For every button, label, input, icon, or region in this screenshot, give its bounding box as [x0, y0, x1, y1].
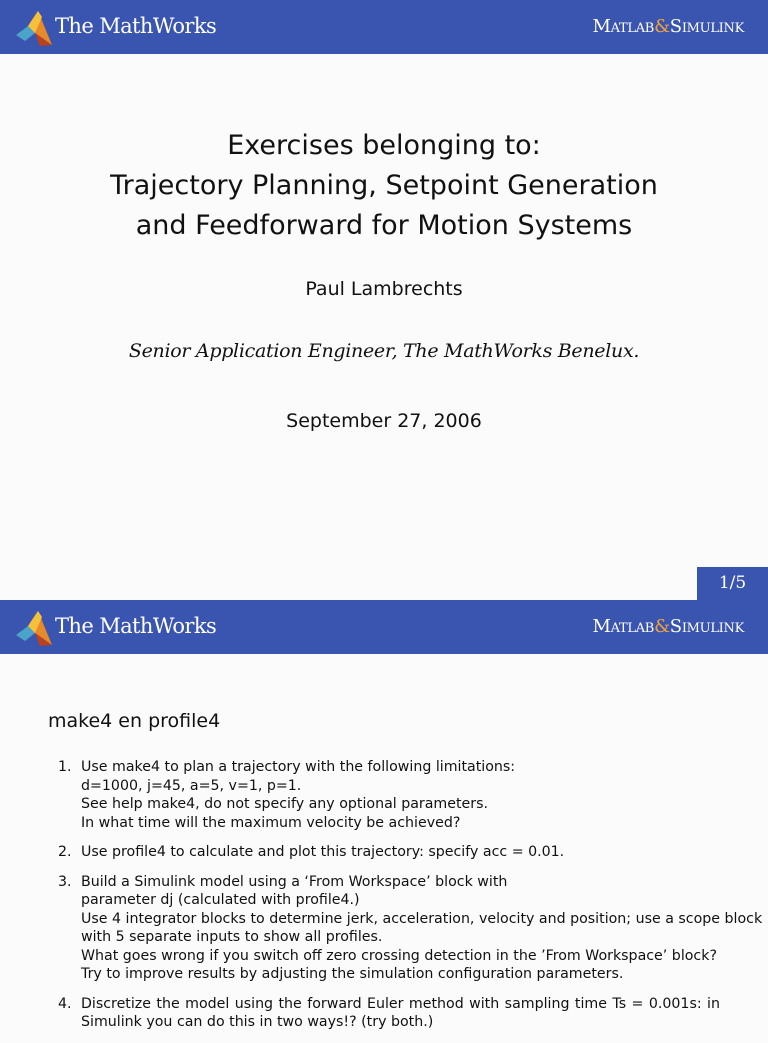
author-name: Paul Lambrechts — [305, 278, 463, 300]
section-title: make4 en profile4 — [48, 710, 221, 732]
exercise-text: with 5 separate inputs to show all profiles. — [81, 929, 383, 945]
company-name: The MathWorks — [55, 614, 217, 638]
exercise-list — [58, 758, 763, 1043]
exercise-text: Use profile4 to calculate and plot this trajectory: specify acc = 0.01. — [81, 844, 565, 860]
page-indicator: 1/5 — [697, 567, 768, 600]
author-role: Senior Application Engineer, The MathWorks Benelux. — [128, 340, 640, 362]
product-name: Matlab&Simulink — [592, 16, 744, 37]
company-name: The MathWorks — [55, 14, 217, 38]
slide-header — [0, 600, 768, 654]
exercise-text: Use 4 integrator blocks to determine jerk, acceleration, velocity and position; use a scope block — [81, 910, 763, 927]
exercise-number: 4. — [58, 995, 72, 1012]
title-line: Trajectory Planning, Setpoint Generation — [110, 170, 658, 201]
exercise-text: Use make4 to plan a trajectory with the following limitations: — [81, 759, 516, 775]
exercise-text: Simulink you can do this in two ways!? (try both.) — [81, 1014, 434, 1030]
exercise-number: 3. — [58, 873, 72, 890]
product-name: Matlab&Simulink — [592, 616, 744, 637]
slide-header — [0, 0, 768, 54]
exercise-item — [58, 995, 720, 1032]
mathworks-logo-icon — [16, 11, 56, 47]
exercise-text: Discretize the model using the forward Euler method with sampling time Ts = 0.001s: in — [81, 995, 720, 1012]
exercise-item — [58, 873, 763, 984]
title-line: and Feedforward for Motion Systems — [135, 210, 633, 241]
exercise-text: See help make4, do not specify any optional parameters. — [81, 796, 489, 812]
title-line: Exercises belonging to: — [227, 130, 541, 161]
presentation-title — [0, 126, 768, 246]
exercise-slide — [0, 600, 768, 1030]
exercise-text: Try to improve results by adjusting the simulation configuration parameters. — [81, 966, 624, 982]
exercise-text: Build a Simulink model using a ‘From Workspace’ block with — [81, 873, 508, 890]
exercise-number: 1. — [58, 759, 72, 775]
exercise-text: In what time will the maximum velocity be achieved? — [81, 814, 461, 831]
exercise-item — [58, 843, 720, 862]
exercise-text: parameter dj (calculated with profile4.) — [81, 892, 360, 908]
exercise-text: What goes wrong if you switch off zero crossing detection in the ’From Workspace’ block? — [81, 947, 717, 964]
exercise-text: d=1000, j=45, a=5, v=1, p=1. — [81, 777, 302, 794]
exercise-number: 2. — [58, 844, 72, 860]
exercise-item — [58, 758, 720, 832]
presentation-date: September 27, 2006 — [286, 410, 482, 432]
mathworks-logo-icon — [16, 611, 56, 647]
